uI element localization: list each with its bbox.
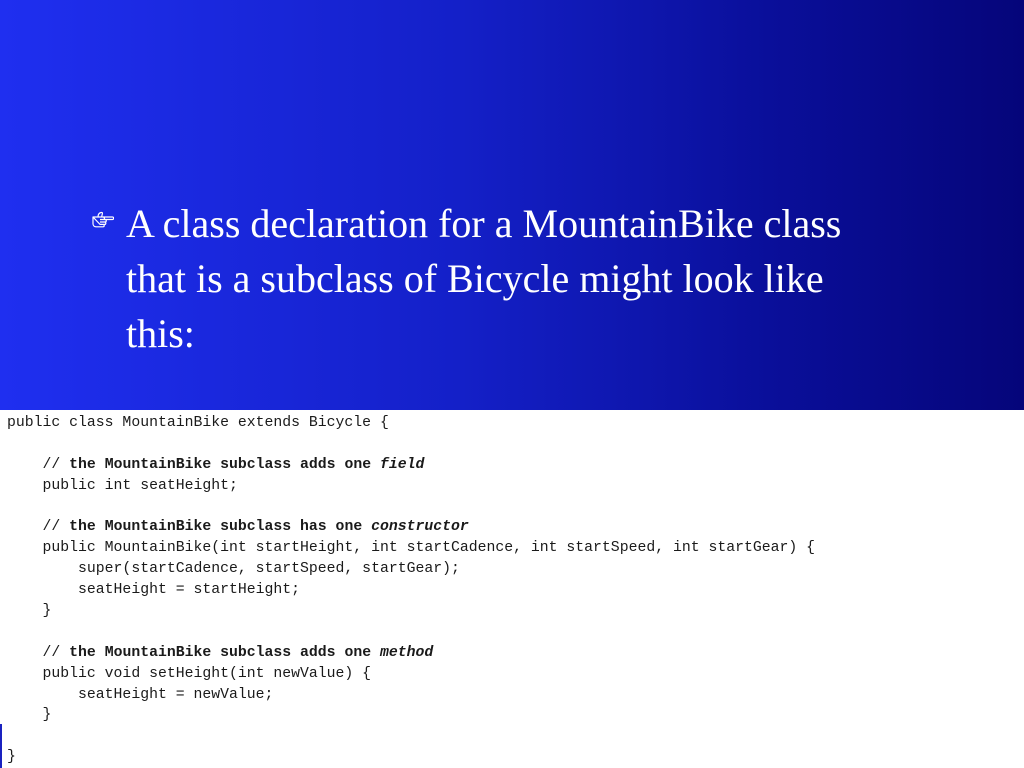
code-line: } [7,749,16,766]
code-comment-line [7,517,815,538]
code-line: seatHeight = startHeight; [7,582,301,599]
code-line: public class MountainBike extends Bicycle { [7,415,389,431]
comment-prefix: // [7,644,70,661]
comment-emphasis: constructor [371,519,469,536]
comment-emphasis: field [379,456,425,473]
code-comment-line [7,643,815,664]
code-line: public int seatHeight; [7,477,238,494]
comment-emphasis: method [379,644,434,661]
comment-text: the MountainBike subclass adds one [69,644,380,661]
bullet-text: A class declaration for a MountainBike class that is a subclass of Bicycle might look like this: [126,201,842,356]
code-line: public MountainBike(int startHeight, int startCadence, int startSpeed, int startGear) { [7,540,816,557]
code-block [7,413,815,768]
code-area [0,410,1024,768]
edge-divider [0,724,2,768]
comment-prefix: // [7,456,70,473]
code-line: } [7,603,52,620]
bullet-item [92,196,872,361]
code-line-blank [7,497,815,518]
comment-prefix: // [7,519,70,536]
code-line: } [7,707,52,724]
comment-text: the MountainBike subclass has one [69,519,372,536]
code-line: super(startCadence, startSpeed, startGear); [7,561,460,578]
code-line-blank [7,434,815,455]
code-line: public void setHeight(int newValue) { [7,665,372,682]
code-line: seatHeight = newValue; [7,686,274,703]
code-line-blank [7,622,815,643]
comment-text: the MountainBike subclass adds one [69,456,380,473]
code-comment-line [7,455,815,476]
pointing-hand-icon [92,210,120,233]
code-line-blank [7,726,815,747]
